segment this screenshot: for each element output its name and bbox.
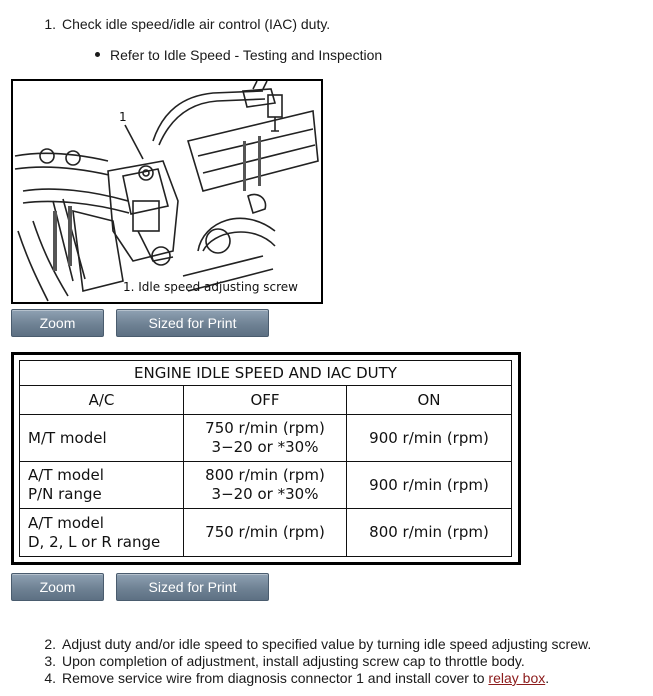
step-2 (34, 636, 591, 653)
engine-illustration (11, 79, 323, 304)
throttle-body-drawing (13, 81, 321, 302)
step-text: Upon completion of adjustment, install adjusting screw cap to throttle body. (62, 653, 525, 669)
table-row (20, 462, 512, 509)
off-cell: 750 r/min (rpm) (184, 509, 347, 557)
relay-box-link[interactable]: relay box (488, 670, 546, 686)
bullet-dot-icon (95, 52, 100, 57)
idle-speed-table-figure (11, 352, 521, 565)
step-text-end: . (545, 670, 550, 686)
step-number: 1. (44, 16, 56, 32)
sized-for-print-button[interactable]: Sized for Print (116, 573, 269, 601)
mode-cell: A/T model D, 2, L or R range (20, 509, 184, 557)
figure-caption: 1. Idle speed adjusting screw (123, 280, 298, 294)
mode-cell: A/T model P/N range (20, 462, 184, 509)
step-number: 3. (44, 653, 56, 669)
table-title: ENGINE IDLE SPEED AND IAC DUTY (20, 361, 512, 386)
off-cell: 800 r/min (rpm) 3−20 or *30% (184, 462, 347, 509)
table-row (20, 509, 512, 557)
step-text: Check idle speed/idle air control (IAC) duty. (62, 16, 331, 32)
step-1 (34, 16, 330, 33)
header-ac: A/C (20, 386, 184, 415)
zoom-button[interactable]: Zoom (11, 573, 104, 601)
header-off: OFF (184, 386, 347, 415)
step-number: 4. (44, 670, 56, 686)
table-row (20, 415, 512, 462)
bullet-text: Refer to Idle Speed - Testing and Inspection (110, 47, 383, 63)
step-3 (34, 653, 525, 670)
step-text: Adjust duty and/or idle speed to specified value by turning idle speed adjusting screw. (62, 636, 592, 652)
step-text: Remove service wire from diagnosis connector 1 and install cover to (62, 670, 489, 686)
mode-cell: M/T model (20, 415, 184, 462)
zoom-button[interactable]: Zoom (11, 309, 104, 337)
step-number: 2. (44, 636, 56, 652)
off-cell: 750 r/min (rpm) 3−20 or *30% (184, 415, 347, 462)
header-on: ON (347, 386, 512, 415)
sized-for-print-button[interactable]: Sized for Print (116, 309, 269, 337)
idle-speed-table (19, 360, 512, 557)
on-cell: 900 r/min (rpm) (347, 462, 512, 509)
on-cell: 900 r/min (rpm) (347, 415, 512, 462)
on-cell: 800 r/min (rpm) (347, 509, 512, 557)
figure-callout-number: 1 (119, 110, 127, 124)
bullet-item (95, 47, 382, 64)
step-4 (34, 670, 549, 687)
